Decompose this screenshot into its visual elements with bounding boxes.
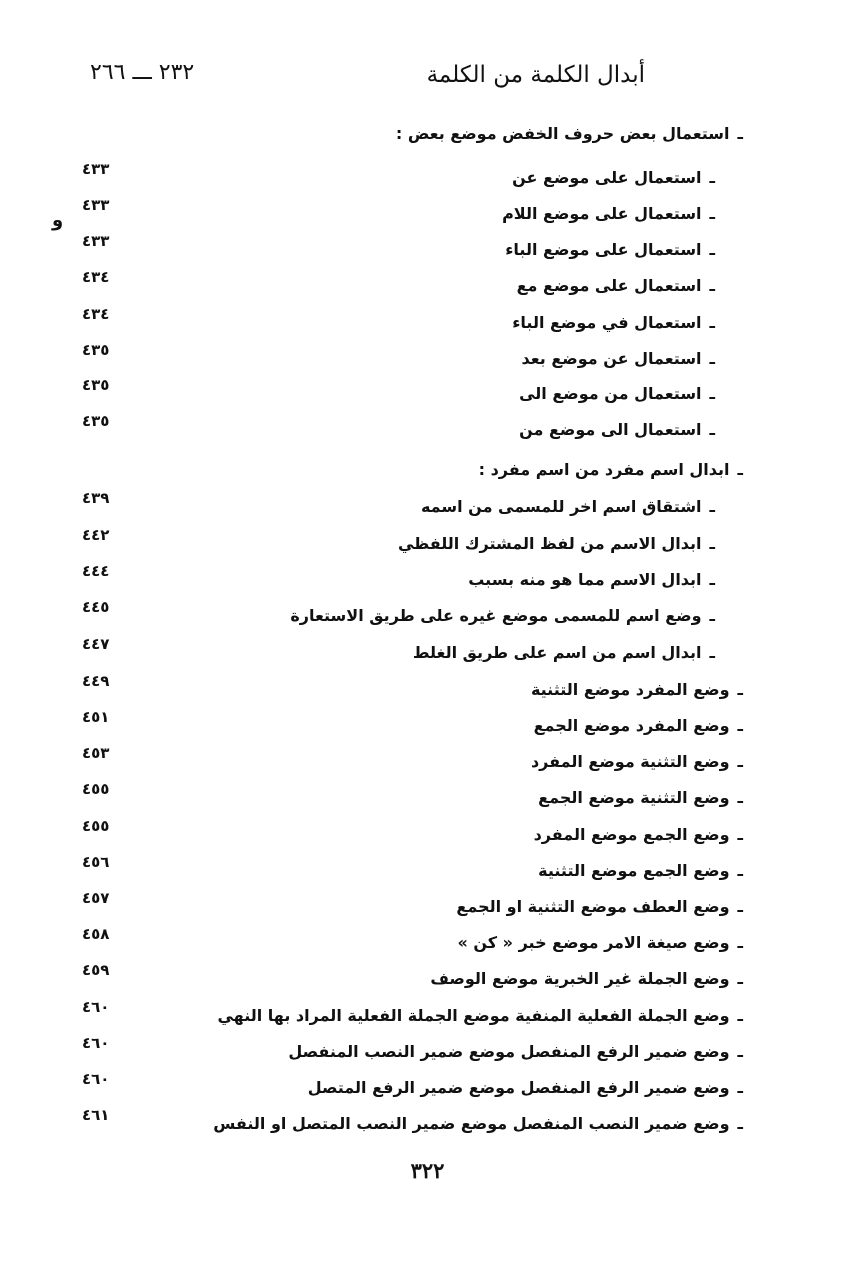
entry-title: وضع التثنية موضع الجمع (538, 788, 730, 807)
entry-title: استعمال من موضع الى (519, 384, 702, 403)
entry-title: ابدال اسم من اسم على طريق الغلط (412, 643, 702, 662)
toc-entry (70, 1034, 743, 1072)
entry-page-number: ٤٣٥ (82, 376, 110, 394)
entry-dash: ـ (709, 204, 715, 223)
toc-entry (70, 124, 743, 154)
entry-title: استعمال في موضع الباء (512, 313, 702, 332)
entry-title: اشتقاق اسم اخر للمسمى من اسمه (420, 497, 702, 516)
toc-entry (70, 412, 715, 450)
entry-dash: ـ (737, 460, 743, 479)
footer-page-number: ٣٢٢ (410, 1158, 445, 1183)
entry-title: وضع التثنية موضع المفرد (530, 752, 730, 771)
entry-dash: ـ (709, 643, 715, 662)
toc-entry (70, 232, 715, 270)
toc-entry (70, 780, 743, 818)
entry-title: ابدال اسم مفرد من اسم مفرد : (478, 460, 730, 479)
toc-entry (70, 489, 715, 527)
toc-entry (70, 376, 715, 414)
entry-title: وضع الجملة الفعلية المنفية موضع الجملة الفعلية المراد بها النهي (217, 1006, 730, 1025)
entry-page-number: ٤٣٣ (82, 196, 110, 214)
entry-title: استعمال الى موضع من (519, 420, 702, 439)
entry-title: وضع ضمير النصب المنفصل موضع ضمير النصب المتصل او النفس (213, 1114, 730, 1133)
margin-mark: و (52, 210, 64, 231)
entry-page-number: ٤٣٣ (82, 232, 110, 250)
entry-title: استعمال على موضع الباء (505, 240, 702, 259)
entry-title: استعمال بعض حروف الخفض موضع بعض : (395, 124, 730, 143)
entry-page-number: ٤٥١ (82, 708, 110, 726)
entry-page-number: ٤٦٠ (82, 998, 110, 1016)
entry-title: ابدال الاسم مما هو منه بسبب (468, 570, 702, 589)
entry-dash: ـ (709, 606, 715, 625)
entry-title: وضع ضمير الرفع المنفصل موضع ضمير الرفع المتصل (307, 1078, 730, 1097)
entry-dash: ـ (709, 420, 715, 439)
entry-dash: ـ (737, 1006, 743, 1025)
entry-dash: ـ (737, 1114, 743, 1133)
entry-title: وضع صيغة الامر موضع خبر « كن » (457, 933, 730, 952)
entry-dash: ـ (737, 825, 743, 844)
entry-title: استعمال على موضع اللام (502, 204, 702, 223)
entry-title: وضع الجمع موضع التثنية (538, 861, 730, 880)
toc-entry (70, 598, 715, 636)
running-header-page-range: ٢٣٢ ـــ ٢٦٦ (90, 60, 195, 85)
entry-page-number: ٤٥٥ (82, 817, 110, 835)
toc-entry (70, 196, 715, 234)
entry-page-number: ٤٤٧ (82, 635, 110, 653)
entry-title: وضع المفرد موضع الجمع (533, 716, 730, 735)
toc-entry (70, 744, 743, 782)
entry-dash: ـ (737, 716, 743, 735)
entry-page-number: ٤٤٥ (82, 598, 110, 616)
entry-title: وضع الجملة غير الخبرية موضع الوصف (430, 969, 730, 988)
entry-title: وضع ضمير الرفع المنفصل موضع ضمير النصب المنفصل (288, 1042, 730, 1061)
entry-page-number: ٤٣٥ (82, 412, 110, 430)
entry-dash: ـ (709, 570, 715, 589)
toc-entry (70, 460, 743, 490)
entry-dash: ـ (709, 534, 715, 553)
entry-dash: ـ (709, 240, 715, 259)
toc-entry (70, 998, 743, 1036)
entry-page-number: ٤٦٠ (82, 1034, 110, 1052)
entry-page-number: ٤٤٢ (82, 526, 110, 544)
entry-dash: ـ (709, 168, 715, 187)
entry-dash: ـ (737, 897, 743, 916)
entry-dash: ـ (737, 1042, 743, 1061)
toc-entry (70, 817, 743, 855)
entry-page-number: ٤٣٤ (82, 305, 110, 323)
entry-dash: ـ (709, 384, 715, 403)
entry-dash: ـ (709, 313, 715, 332)
toc-entry (70, 562, 715, 600)
entry-dash: ـ (737, 1078, 743, 1097)
entry-dash: ـ (737, 933, 743, 952)
entry-dash: ـ (737, 969, 743, 988)
entry-dash: ـ (709, 349, 715, 368)
running-header-title: أبدال الكلمة من الكلمة (426, 62, 645, 88)
entry-page-number: ٤٥٨ (82, 925, 110, 943)
entry-page-number: ٤٤٤ (82, 562, 110, 580)
toc-entry (70, 1106, 743, 1144)
entry-page-number: ٤٥٩ (82, 961, 110, 979)
entry-dash: ـ (709, 276, 715, 295)
entry-page-number: ٤٣٣ (82, 160, 110, 178)
toc-entry (70, 672, 743, 710)
toc-entry (70, 925, 743, 963)
toc-entry (70, 268, 715, 306)
toc-entry (70, 305, 715, 343)
toc-entry (70, 889, 743, 927)
entry-page-number: ٤٥٣ (82, 744, 110, 762)
entry-dash: ـ (737, 788, 743, 807)
toc-entry (70, 961, 743, 999)
entry-title: استعمال على موضع عن (512, 168, 702, 187)
entry-page-number: ٤٣٤ (82, 268, 110, 286)
entry-title: استعمال عن موضع بعد (521, 349, 702, 368)
toc-entry (70, 160, 715, 198)
toc-entry (70, 526, 715, 564)
entry-title: وضع العطف موضع التثنية او الجمع (456, 897, 730, 916)
entry-page-number: ٤٥٥ (82, 780, 110, 798)
toc-entry (70, 853, 743, 891)
entry-dash: ـ (737, 124, 743, 143)
toc-entry (70, 1070, 743, 1108)
toc-entry (70, 708, 743, 746)
entry-dash: ـ (709, 497, 715, 516)
entry-page-number: ٤٥٧ (82, 889, 110, 907)
entry-page-number: ٤٣٩ (82, 489, 110, 507)
entry-page-number: ٤٦١ (82, 1106, 110, 1124)
toc-entry (70, 341, 715, 379)
entry-page-number: ٤٣٥ (82, 341, 110, 359)
toc-entry (70, 635, 715, 673)
entry-dash: ـ (737, 861, 743, 880)
entry-page-number: ٤٦٠ (82, 1070, 110, 1088)
entry-dash: ـ (737, 680, 743, 699)
entry-page-number: ٤٥٦ (82, 853, 110, 871)
entry-title: ابدال الاسم من لفظ المشترك اللفظي (397, 534, 702, 553)
entry-title: استعمال على موضع مع (516, 276, 702, 295)
entry-dash: ـ (737, 752, 743, 771)
entry-page-number: ٤٤٩ (82, 672, 110, 690)
entry-title: وضع اسم للمسمى موضع غيره على طريق الاستعارة (290, 606, 702, 625)
entry-title: وضع المفرد موضع التثنية (530, 680, 730, 699)
entry-title: وضع الجمع موضع المفرد (533, 825, 730, 844)
